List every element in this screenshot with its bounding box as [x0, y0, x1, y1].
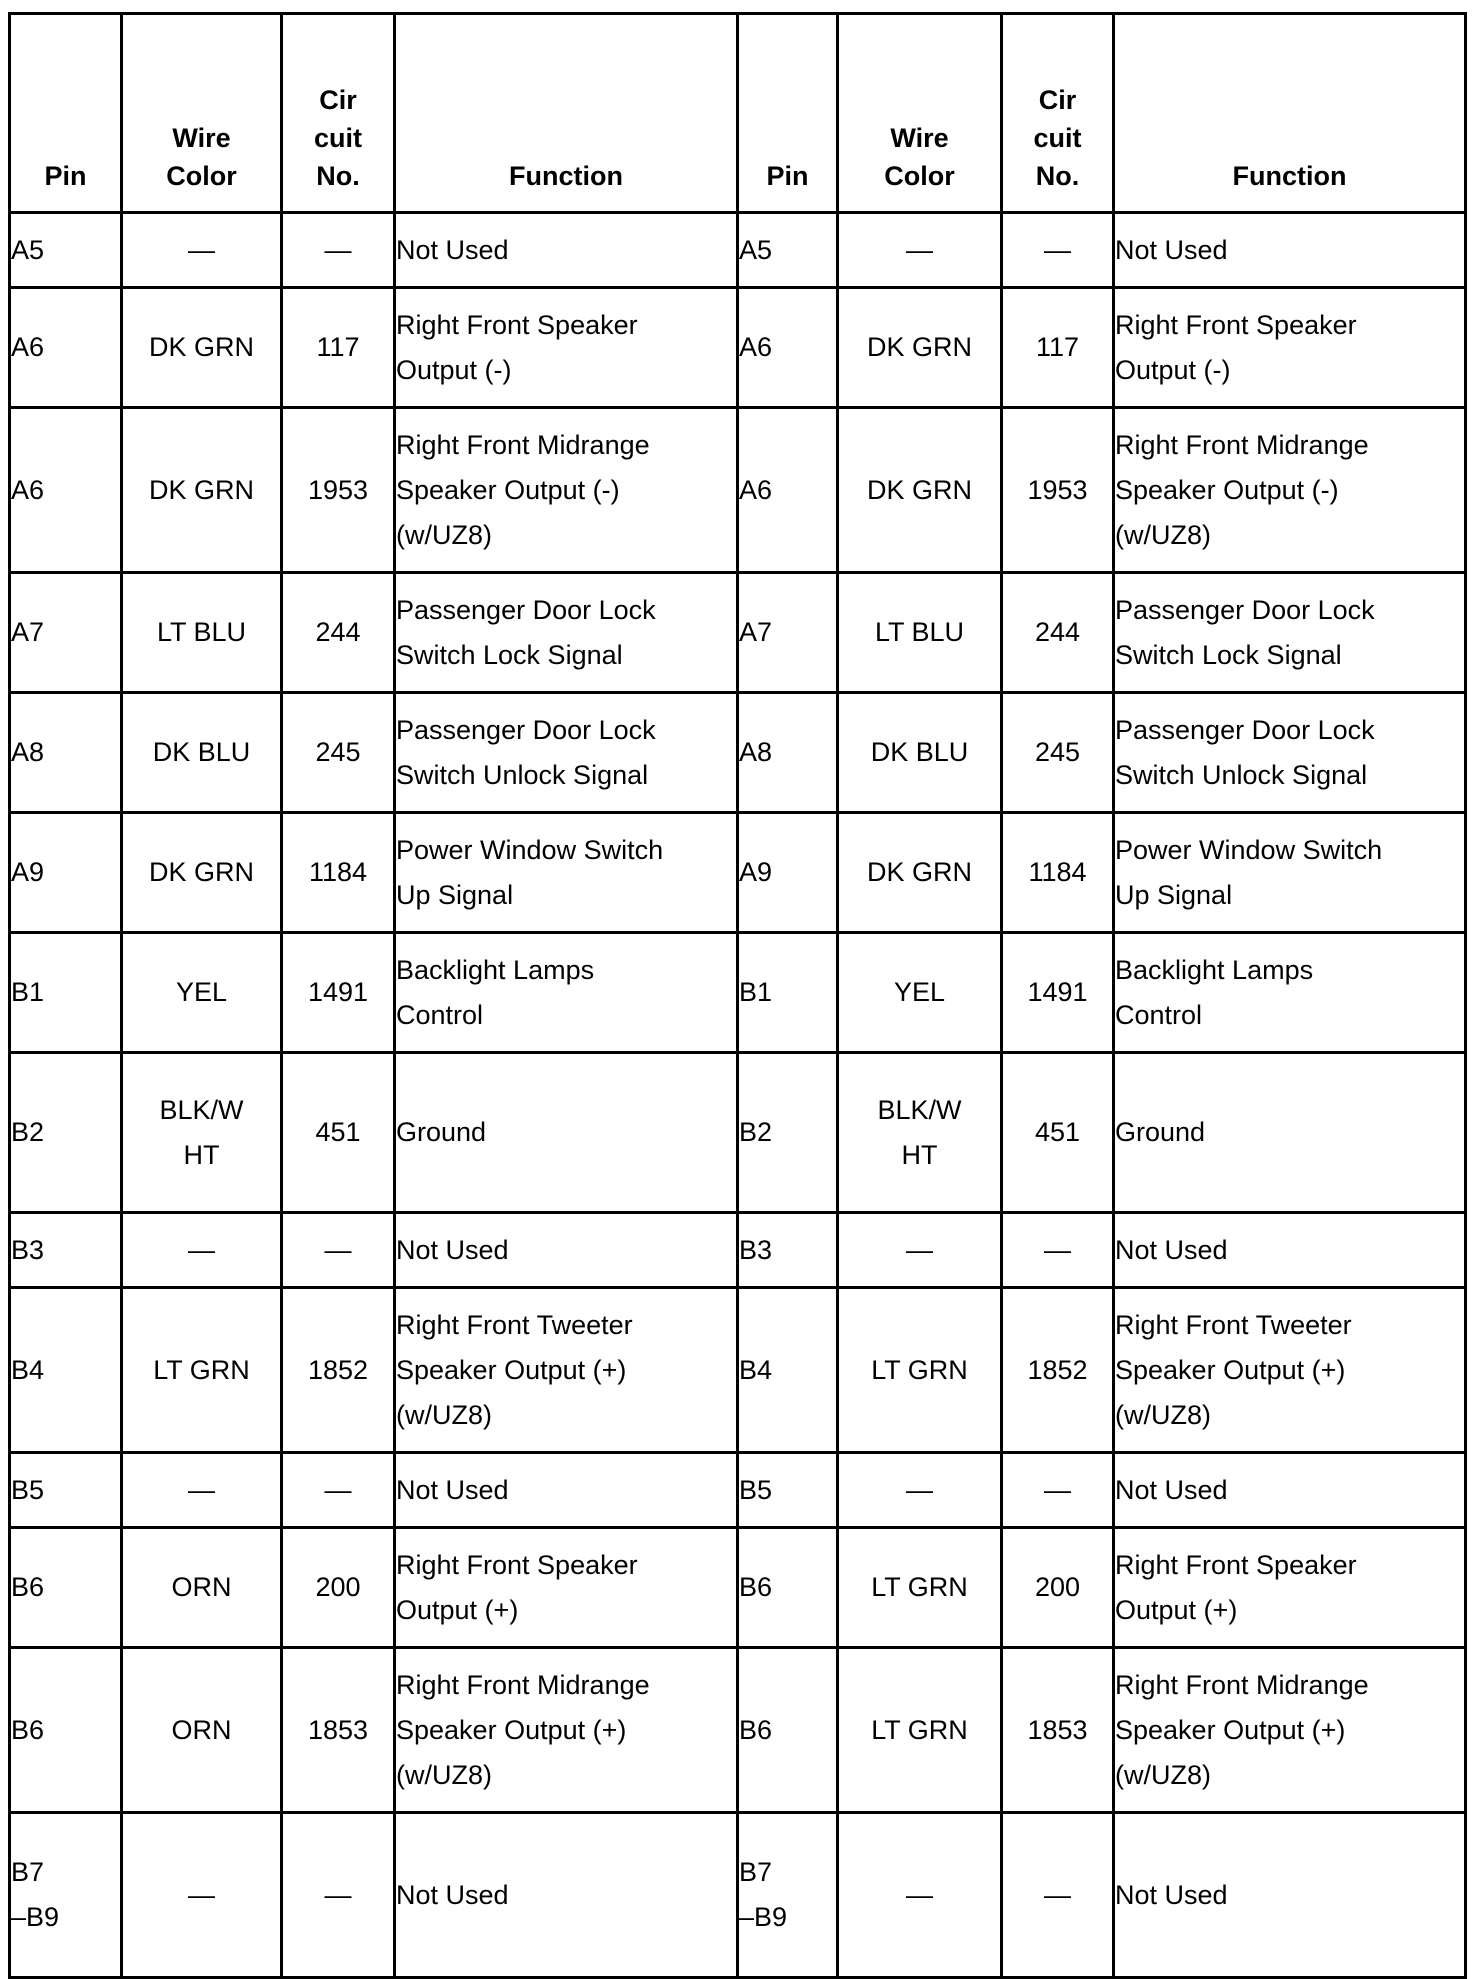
function-cell-text: Right Front Speaker	[1115, 309, 1357, 340]
pin-cell-right	[738, 213, 838, 288]
function-cell-text: Switch Unlock Signal	[396, 759, 649, 790]
pin-cell-left	[10, 1813, 122, 1978]
wire-color-cell-text: DK BLU	[870, 737, 969, 767]
function-cell-text: Up Signal	[1115, 879, 1233, 910]
function-cell-text: Power Window Switch	[1115, 834, 1383, 865]
pin-cell-left	[10, 933, 122, 1053]
function-cell-right	[1114, 1213, 1466, 1288]
function-cell-right	[1114, 1288, 1466, 1453]
circuit-no-cell-right	[1002, 1453, 1114, 1528]
function-cell-text: Ground	[1115, 1117, 1206, 1147]
function-cell-text: Up Signal	[396, 879, 514, 910]
pin-cell-text: A9	[739, 857, 773, 887]
function-cell-text: Right Front Midrange	[396, 429, 650, 460]
wire-color-cell-text: BLK/W	[877, 1094, 962, 1125]
pin-table-body	[10, 213, 1466, 1978]
function-cell-right	[1114, 813, 1466, 933]
circuit-no-cell-text: 1184	[308, 857, 368, 887]
wire-color-cell-right	[838, 693, 1002, 813]
circuit-no-cell-text: 245	[315, 737, 361, 767]
function-cell-text: Switch Unlock Signal	[1115, 759, 1368, 790]
table-row	[10, 1453, 1466, 1528]
wire-color-cell-left	[122, 693, 282, 813]
pin-cell-left	[10, 213, 122, 288]
circuit-no-cell-right	[1002, 1648, 1114, 1813]
function-cell-text: (w/UZ8)	[1115, 1399, 1211, 1430]
wire-color-cell-left	[122, 1528, 282, 1648]
circuit-no-cell-text: 1953	[307, 474, 369, 505]
function-cell-text: Not Used	[1115, 1234, 1228, 1265]
pin-cell-text: B3	[11, 1234, 45, 1265]
function-cell-text: Speaker Output (+)	[396, 1714, 627, 1745]
pin-cell-text: B6	[11, 1714, 45, 1745]
function-cell-text: Right Front Midrange	[1115, 1669, 1369, 1700]
function-cell-text: Backlight Lamps	[1115, 954, 1314, 985]
pin-cell-text: B4	[11, 1354, 45, 1385]
wire-color-cell-right	[838, 933, 1002, 1053]
function-cell-text: Speaker Output (-)	[396, 474, 620, 505]
header-pin-left: Pin	[10, 14, 122, 213]
function-cell-text: Not Used	[1115, 1474, 1228, 1505]
circuit-no-cell-left	[282, 693, 395, 813]
function-cell-text: Not Used	[1115, 234, 1228, 265]
function-cell-text: Right Front Tweeter	[1115, 1309, 1352, 1340]
function-cell-text: Passenger Door Lock	[1115, 714, 1375, 745]
pin-cell-text: B6	[11, 1572, 45, 1602]
wire-color-cell-text: ORN	[171, 1714, 232, 1745]
wire-color-cell-right	[838, 1528, 1002, 1648]
wire-color-cell-right	[838, 1453, 1002, 1528]
pin-cell-right	[738, 573, 838, 693]
pin-cell-text: B7	[739, 1857, 773, 1887]
pin-cell-text: B5	[11, 1474, 45, 1505]
function-cell-left	[395, 1053, 738, 1213]
function-cell-text: Ground	[396, 1117, 487, 1147]
wire-color-cell-text: DK GRN	[148, 474, 254, 505]
table-row	[10, 573, 1466, 693]
pin-cell-text: A8	[739, 737, 773, 767]
function-cell-right	[1114, 573, 1466, 693]
wire-color-cell-text: LT BLU	[874, 617, 965, 647]
wire-color-cell-left	[122, 933, 282, 1053]
function-cell-text: Passenger Door Lock	[1115, 594, 1375, 625]
wire-color-cell-text: —	[188, 1879, 215, 1910]
function-cell-left	[395, 1213, 738, 1288]
function-cell-left	[395, 573, 738, 693]
function-cell-right	[1114, 213, 1466, 288]
header-function-left: Function	[395, 14, 738, 213]
header-row	[10, 14, 1466, 213]
wire-color-cell-right	[838, 1648, 1002, 1813]
function-cell-text: (w/UZ8)	[1115, 519, 1211, 550]
pin-cell-right	[738, 813, 838, 933]
function-cell-text: Backlight Lamps	[396, 954, 595, 985]
wire-color-cell-text: —	[188, 1234, 215, 1265]
function-cell-text: Output (+)	[1115, 1594, 1238, 1625]
pin-cell-text: –B9	[739, 1902, 788, 1932]
circuit-no-cell-left	[282, 1648, 395, 1813]
function-cell-text: (w/UZ8)	[1115, 1759, 1211, 1790]
circuit-no-cell-right	[1002, 1288, 1114, 1453]
table-row	[10, 1813, 1466, 1978]
function-cell-text: (w/UZ8)	[396, 1759, 492, 1790]
wire-color-cell-text: DK GRN	[866, 474, 972, 505]
circuit-no-cell-text: 451	[315, 1117, 361, 1147]
table-row	[10, 1648, 1466, 1813]
function-cell-text: Output (-)	[1115, 354, 1231, 385]
function-cell-right	[1114, 693, 1466, 813]
wire-color-cell-text: ORN	[171, 1572, 232, 1602]
function-cell-text: Not Used	[396, 1234, 509, 1265]
pin-cell-right	[738, 1053, 838, 1213]
pin-cell-right	[738, 288, 838, 408]
circuit-no-cell-text: 1184	[1028, 857, 1087, 887]
circuit-no-cell-left	[282, 288, 395, 408]
circuit-no-cell-text: 1491	[1027, 977, 1088, 1007]
header-circuit-no-left: Cir cuit No.	[282, 14, 395, 213]
table-row	[10, 213, 1466, 288]
wire-color-cell-text: —	[188, 234, 215, 265]
table-row	[10, 1053, 1466, 1213]
circuit-no-cell-right	[1002, 1213, 1114, 1288]
function-cell-left	[395, 1453, 738, 1528]
function-cell-text: Output (+)	[396, 1594, 519, 1625]
pin-cell-text: A8	[11, 737, 45, 767]
wire-color-cell-right	[838, 408, 1002, 573]
circuit-no-cell-right	[1002, 408, 1114, 573]
table-row	[10, 933, 1466, 1053]
wire-color-cell-left	[122, 1053, 282, 1213]
pin-cell-right	[738, 933, 838, 1053]
function-cell-text: Right Front Speaker	[396, 1549, 638, 1580]
function-cell-left	[395, 1813, 738, 1978]
wire-color-cell-text: YEL	[893, 977, 946, 1007]
circuit-no-cell-text: 1853	[1027, 1714, 1088, 1745]
pin-cell-text: A6	[739, 332, 773, 362]
pin-cell-left	[10, 1288, 122, 1453]
pin-cell-text: B1	[11, 977, 45, 1007]
function-cell-right	[1114, 408, 1466, 573]
circuit-no-cell-text: 1853	[307, 1714, 369, 1745]
pin-table-wrapper	[8, 12, 1464, 1979]
pin-cell-text: B3	[739, 1234, 773, 1265]
function-cell-text: Not Used	[396, 1879, 509, 1910]
wire-color-cell-right	[838, 1288, 1002, 1453]
circuit-no-cell-left	[282, 813, 395, 933]
circuit-no-cell-text: —	[324, 234, 352, 265]
header-function-right: Function	[1114, 14, 1466, 213]
pin-cell-left	[10, 1213, 122, 1288]
function-cell-left	[395, 813, 738, 933]
wire-color-cell-right	[838, 1213, 1002, 1288]
circuit-no-cell-left	[282, 933, 395, 1053]
function-cell-text: Output (-)	[396, 354, 512, 385]
function-cell-right	[1114, 1813, 1466, 1978]
pin-cell-text: B1	[739, 977, 773, 1007]
circuit-no-cell-right	[1002, 213, 1114, 288]
wire-color-cell-left	[122, 1288, 282, 1453]
pin-cell-text: A7	[11, 617, 45, 647]
header-wire-color-left: Wire Color	[122, 14, 282, 213]
circuit-no-cell-text: —	[324, 1474, 352, 1505]
header-pin-right: Pin	[738, 14, 838, 213]
circuit-no-cell-right	[1002, 288, 1114, 408]
circuit-no-cell-text: —	[1044, 234, 1071, 265]
function-cell-text: Speaker Output (+)	[1115, 1714, 1346, 1745]
pin-cell-left	[10, 1453, 122, 1528]
wire-color-cell-right	[838, 1053, 1002, 1213]
function-cell-right	[1114, 288, 1466, 408]
wire-color-cell-text: DK GRN	[148, 857, 254, 887]
pin-cell-right	[738, 408, 838, 573]
circuit-no-cell-text: 1852	[307, 1354, 369, 1385]
pin-cell-text: B6	[739, 1714, 773, 1745]
function-cell-right	[1114, 933, 1466, 1053]
function-cell-text: Speaker Output (+)	[396, 1354, 627, 1385]
table-row	[10, 1288, 1466, 1453]
pin-cell-right	[738, 1288, 838, 1453]
pin-cell-text: A7	[739, 617, 773, 647]
pin-cell-text: B6	[739, 1572, 773, 1602]
wire-color-cell-text: LT BLU	[156, 617, 247, 647]
circuit-no-cell-right	[1002, 933, 1114, 1053]
wire-color-cell-text: DK GRN	[866, 332, 972, 362]
connector-pin-table	[8, 12, 1467, 1979]
function-cell-left	[395, 933, 738, 1053]
pin-cell-left	[10, 573, 122, 693]
function-cell-text: Passenger Door Lock	[396, 714, 656, 745]
function-cell-text: Control	[396, 999, 484, 1030]
pin-cell-text: B5	[739, 1474, 773, 1505]
function-cell-text: Right Front Midrange	[1115, 429, 1369, 460]
pin-cell-text: B2	[739, 1117, 773, 1147]
wire-color-cell-text: —	[906, 1879, 933, 1910]
function-cell-text: Switch Lock Signal	[396, 639, 623, 670]
wire-color-cell-text: DK BLU	[152, 737, 251, 767]
wire-color-cell-left	[122, 813, 282, 933]
wire-color-cell-right	[838, 813, 1002, 933]
circuit-no-cell-text: 200	[1034, 1572, 1081, 1602]
wire-color-cell-left	[122, 213, 282, 288]
pin-cell-text: B7	[11, 1857, 45, 1887]
circuit-no-cell-left	[282, 1053, 395, 1213]
function-cell-text: Not Used	[396, 1474, 509, 1505]
pin-cell-left	[10, 1648, 122, 1813]
wire-color-cell-text: —	[188, 1474, 215, 1505]
circuit-no-cell-right	[1002, 693, 1114, 813]
wire-color-cell-text: HT	[183, 1139, 220, 1170]
function-cell-right	[1114, 1053, 1466, 1213]
wire-color-cell-text: DK GRN	[866, 857, 972, 887]
circuit-no-cell-text: 244	[315, 617, 361, 647]
function-cell-left	[395, 408, 738, 573]
wire-color-cell-text: —	[906, 1474, 933, 1505]
wire-color-cell-text: —	[906, 234, 933, 265]
circuit-no-cell-right	[1002, 573, 1114, 693]
circuit-no-cell-right	[1002, 1813, 1114, 1978]
wire-color-cell-text: HT	[901, 1139, 938, 1170]
function-cell-right	[1114, 1453, 1466, 1528]
pin-cell-text: A6	[11, 474, 45, 505]
wire-color-cell-text: BLK/W	[159, 1094, 244, 1125]
function-cell-text: Right Front Speaker	[1115, 1549, 1357, 1580]
pin-cell-text: A5	[739, 234, 773, 265]
circuit-no-cell-left	[282, 1813, 395, 1978]
pin-cell-right	[738, 1453, 838, 1528]
table-row	[10, 1528, 1466, 1648]
pin-cell-right	[738, 693, 838, 813]
function-cell-text: Power Window Switch	[396, 834, 664, 865]
wire-color-cell-left	[122, 408, 282, 573]
pin-cell-text: –B9	[11, 1902, 60, 1932]
circuit-no-cell-text: 244	[1034, 617, 1081, 647]
circuit-no-cell-text: 117	[1035, 332, 1080, 362]
circuit-no-cell-left	[282, 1453, 395, 1528]
pin-cell-text: A6	[11, 332, 45, 362]
circuit-no-cell-right	[1002, 813, 1114, 933]
function-cell-text: Speaker Output (-)	[1115, 474, 1339, 505]
circuit-no-cell-right	[1002, 1528, 1114, 1648]
function-cell-text: (w/UZ8)	[396, 519, 492, 550]
function-cell-text: (w/UZ8)	[396, 1399, 492, 1430]
wire-color-cell-text: LT GRN	[871, 1714, 968, 1745]
pin-cell-right	[738, 1648, 838, 1813]
circuit-no-cell-left	[282, 408, 395, 573]
function-cell-right	[1114, 1648, 1466, 1813]
wire-color-cell-text: LT GRN	[871, 1572, 968, 1602]
circuit-no-cell-right	[1002, 1053, 1114, 1213]
wire-color-cell-right	[838, 288, 1002, 408]
pin-cell-left	[10, 813, 122, 933]
circuit-no-cell-text: —	[1044, 1474, 1071, 1505]
function-cell-text: Control	[1115, 999, 1203, 1030]
wire-color-cell-left	[122, 1813, 282, 1978]
wire-color-cell-left	[122, 1213, 282, 1288]
header-wire-color-right: Wire Color	[838, 14, 1002, 213]
pin-cell-left	[10, 693, 122, 813]
table-row	[10, 693, 1466, 813]
table-row	[10, 1213, 1466, 1288]
function-cell-left	[395, 693, 738, 813]
circuit-no-cell-left	[282, 213, 395, 288]
table-row	[10, 288, 1466, 408]
circuit-no-cell-text: 245	[1034, 737, 1081, 767]
function-cell-text: Switch Lock Signal	[1115, 639, 1342, 670]
function-cell-text: Not Used	[1115, 1879, 1228, 1910]
pin-cell-text: B2	[11, 1117, 45, 1147]
pin-cell-left	[10, 1053, 122, 1213]
wire-color-cell-right	[838, 573, 1002, 693]
pin-cell-left	[10, 408, 122, 573]
pin-cell-text: B4	[739, 1354, 773, 1385]
function-cell-text: Right Front Midrange	[396, 1669, 650, 1700]
function-cell-text: Right Front Tweeter	[396, 1309, 633, 1340]
function-cell-right	[1114, 1528, 1466, 1648]
wire-color-cell-right	[838, 1813, 1002, 1978]
wire-color-cell-text: —	[906, 1234, 933, 1265]
circuit-no-cell-text: 1491	[307, 977, 369, 1007]
circuit-no-cell-text: 200	[315, 1572, 361, 1602]
table-row	[10, 408, 1466, 573]
function-cell-text: Speaker Output (+)	[1115, 1354, 1346, 1385]
circuit-no-cell-left	[282, 573, 395, 693]
wire-color-cell-left	[122, 1453, 282, 1528]
function-cell-text: Right Front Speaker	[396, 309, 638, 340]
pin-cell-text: A9	[11, 857, 45, 887]
circuit-no-cell-text: —	[1044, 1879, 1071, 1910]
function-cell-left	[395, 1648, 738, 1813]
pin-cell-left	[10, 288, 122, 408]
circuit-no-cell-left	[282, 1288, 395, 1453]
function-cell-text: Not Used	[396, 234, 509, 265]
pin-cell-left	[10, 1528, 122, 1648]
pin-cell-right	[738, 1213, 838, 1288]
circuit-no-cell-text: 1953	[1027, 474, 1088, 505]
function-cell-left	[395, 213, 738, 288]
wire-color-cell-text: LT GRN	[871, 1354, 968, 1385]
function-cell-left	[395, 1288, 738, 1453]
wire-color-cell-text: DK GRN	[148, 332, 254, 362]
function-cell-text: Passenger Door Lock	[396, 594, 656, 625]
function-cell-left	[395, 1528, 738, 1648]
pin-cell-right	[738, 1528, 838, 1648]
header-circuit-no-right: Cir cuit No.	[1002, 14, 1114, 213]
circuit-no-cell-text: —	[324, 1234, 352, 1265]
wire-color-cell-left	[122, 1648, 282, 1813]
pin-cell-text: A5	[11, 234, 45, 265]
wire-color-cell-left	[122, 288, 282, 408]
circuit-no-cell-text: 1852	[1027, 1354, 1088, 1385]
circuit-no-cell-text: 451	[1034, 1117, 1081, 1147]
wire-color-cell-left	[122, 573, 282, 693]
pin-cell-right	[738, 1813, 838, 1978]
circuit-no-cell-text: —	[324, 1879, 352, 1910]
pin-cell-text: A6	[739, 474, 773, 505]
wire-color-cell-text: LT GRN	[153, 1354, 250, 1385]
circuit-no-cell-text: —	[1044, 1234, 1071, 1265]
circuit-no-cell-left	[282, 1528, 395, 1648]
wire-color-cell-text: YEL	[175, 977, 228, 1007]
circuit-no-cell-left	[282, 1213, 395, 1288]
wire-color-cell-right	[838, 213, 1002, 288]
circuit-no-cell-text: 117	[316, 332, 360, 362]
table-row	[10, 813, 1466, 933]
function-cell-left	[395, 288, 738, 408]
